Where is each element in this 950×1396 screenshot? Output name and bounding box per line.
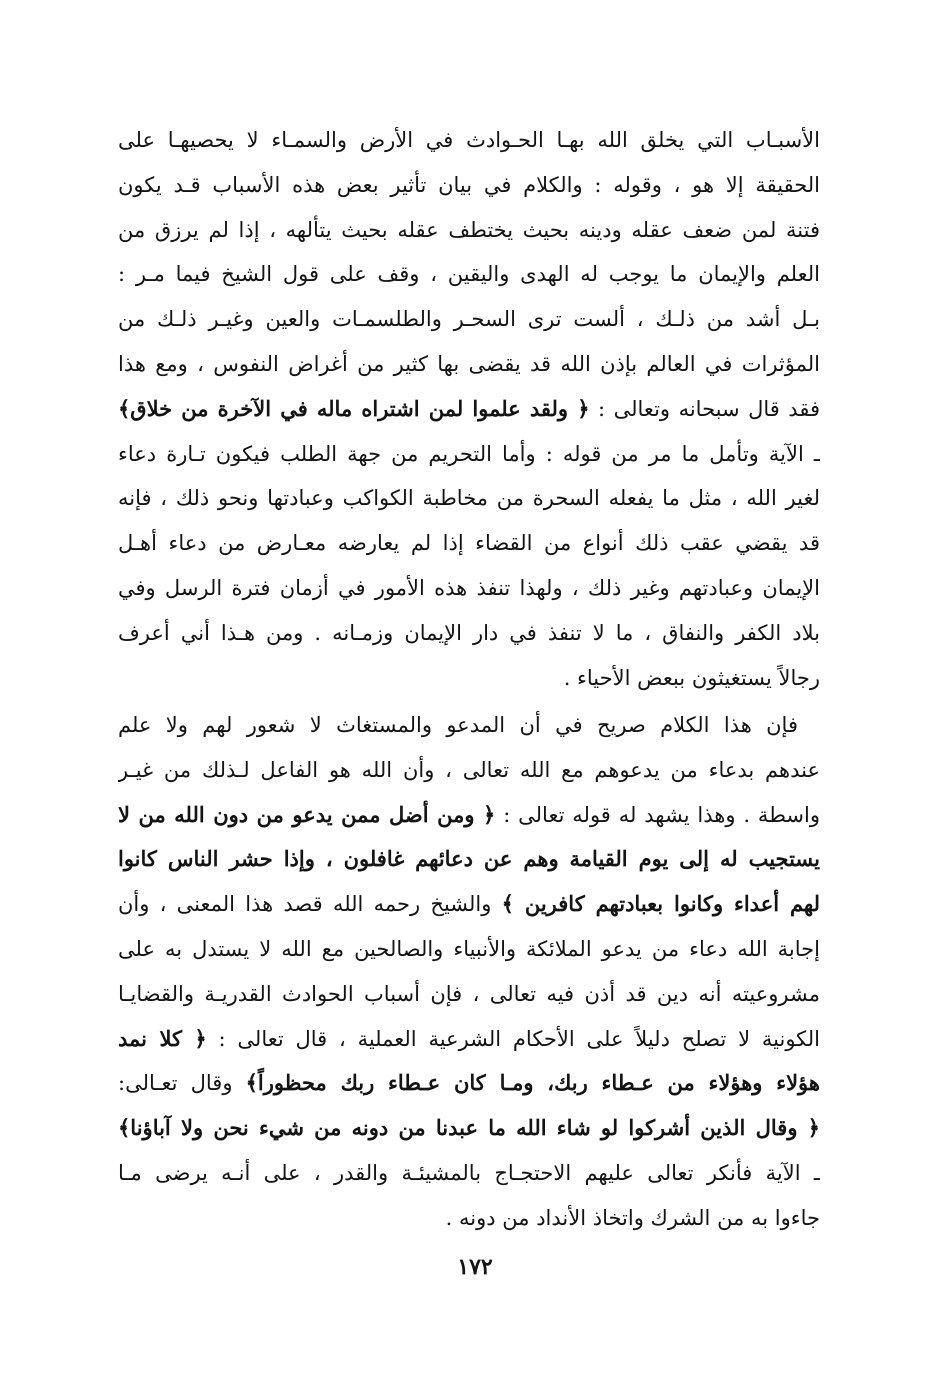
quran-quote: ﴿ ولقد علموا لمن اشتراه ماله في الآخرة من خلاق﴾ bbox=[118, 395, 590, 421]
text-line: عندهم بدعاء من يدعوهم مع الله تعالى ، وأن الله هو الفاعل لـذلك من غيـر bbox=[118, 757, 820, 782]
quran-quote-line: ﴿ وقال الذين أشركوا لو شاء الله ما عبدنا من دونه من شيء نحن ولا آباؤنا﴾ bbox=[118, 1115, 820, 1141]
quran-quote-line: يستجيب له إلى يوم القيامة وهم عن دعائهم غافلون ، وإذا حشر الناس كانوا bbox=[118, 846, 820, 872]
text-line: مشروعيته أنه دين قد أذن فيه تعالى ، فإن أسباب الحوادث القدريـة والقضايـا bbox=[118, 981, 820, 1006]
paragraph-2 bbox=[118, 703, 820, 1241]
paragraph-1 bbox=[118, 118, 820, 700]
text-line: فتنة لمن ضعف عقله ودينه بحيث يختطف عقله بحيث يتألهه ، إذا لم يرزق من bbox=[118, 217, 820, 242]
quran-quote: لهم أعداء وكانوا بعبادتهم كافرين ﴾ bbox=[501, 891, 820, 917]
text-segment: واسطة . وهذا يشهد له قوله تعالى : bbox=[495, 802, 820, 827]
text-line: المؤثرات في العالم بإذن الله قد يقضى بها كثير من أغراض النفوس ، ومع هذا bbox=[118, 351, 820, 376]
text-line: ـ الآية وتأمل ما مر من قوله : وأما التحريم من جهة الطلب فيكون تـارة دعاء bbox=[118, 441, 820, 466]
quran-quote: ﴿ ومن أضل ممن يدعو من دون الله من لا bbox=[118, 801, 496, 827]
text-line: الأسبـاب التي يخلق الله بهـا الحـوادث في الأرض والسمـاء لا يحصيهـا على bbox=[118, 128, 820, 152]
text-line-with-quran bbox=[118, 793, 820, 838]
text-line: لغير الله ، مثل ما يفعله السحرة من مخاطبة الكواكب وعبادتها ونحو ذلك ، فإنه bbox=[118, 486, 820, 511]
text-line-with-quran bbox=[118, 387, 820, 432]
text-line-with-quran bbox=[118, 1061, 820, 1106]
text-line: الحقيقة إلا هو ، وقوله : والكلام في بيان تأثير بعض هذه الأسباب قـد يكون bbox=[118, 172, 820, 197]
text-segment: والشيخ رحمه الله قصد هذا المعنى ، وأن bbox=[118, 892, 502, 917]
text-line: الإيمان وعبادتهم وغير ذلك ، ولهذا تنفذ هذه الأمور في أزمان فترة الرسل وفي bbox=[118, 575, 820, 600]
text-line: جاءوا به من الشرك واتخاذ الأنداد من دونه . bbox=[445, 1205, 820, 1230]
quran-quote: ﴿ كلا نمد bbox=[118, 1025, 207, 1051]
text-line: إجابة الله دعاء من يدعو الملائكة والأنبياء والصالحين مع الله لا يستدل به على bbox=[118, 936, 820, 961]
page-number: ١٧٢ bbox=[457, 1254, 493, 1280]
text-line: ـ الآية فأنكر تعالى عليهم الاحتجـاج بالمشيئـة والقدر ، على أنـه يرضى مـا bbox=[118, 1160, 820, 1185]
text-segment: فقد قال سبحانه وتعالى : bbox=[589, 396, 820, 421]
text-line bbox=[118, 703, 820, 748]
text-line: بلاد الكفر والنفاق ، ما لا تنفذ في دار الإيمان وزمـانه . ومن هـذا أني أعرف bbox=[118, 620, 820, 645]
text-line: قد يقضي عقب ذلك أنواع من القضاء إذا لم يعارضه معـارض من دعاء أهـل bbox=[118, 531, 820, 556]
text-segment: الكونية لا تصلح دليلاً على الأحكام الشرعية العملية ، قال تعالى : bbox=[206, 1026, 820, 1051]
text-line: بـل أشد من ذلـك ، ألست ترى السحـر والطلسمـات والعين وغيـر ذلـك من bbox=[118, 307, 820, 332]
text-line-with-quran bbox=[118, 882, 820, 927]
quran-quote: هؤلاء وهؤلاء من عـطاء ربك، ومـا كان عـطاء ربك محظوراً﴾ bbox=[245, 1070, 820, 1096]
text-line: رجالاً يستغيثون ببعض الأحياء . bbox=[563, 665, 820, 690]
text-line-with-quran bbox=[118, 1017, 820, 1062]
text-segment: وقال تعـالى: bbox=[118, 1071, 246, 1096]
text-line: العلم والإيمان ما يوجب له الهدى واليقين ، وقف على قول الشيخ فيما مـر : bbox=[118, 262, 820, 287]
text-segment: فإن هذا الكلام صريح في أن المدعو والمستغاث لا شعور لهم ولا علم bbox=[118, 713, 798, 737]
